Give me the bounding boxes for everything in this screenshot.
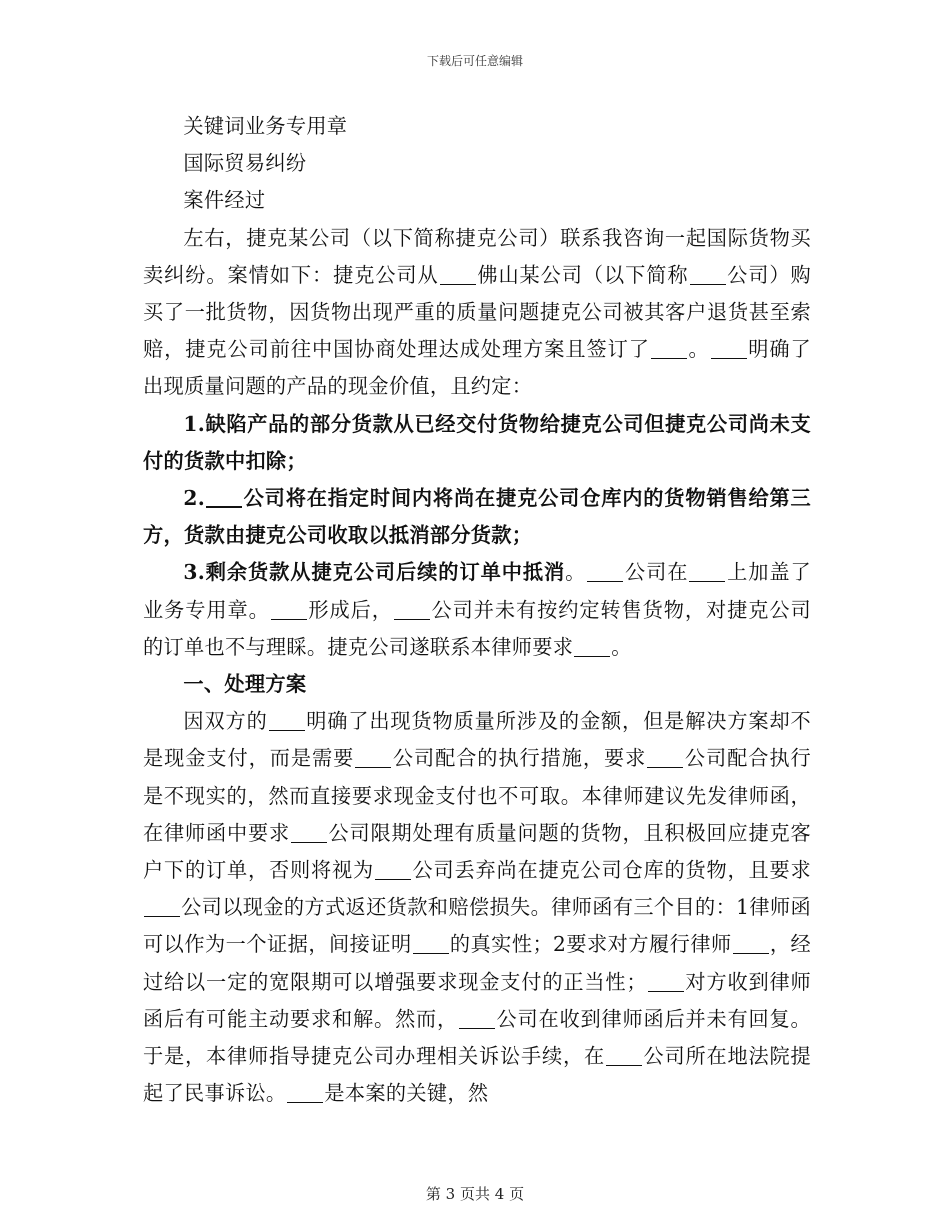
- text-run: 公司）购买了一批货物，因货物出现严重的质量问题捷克公司被其客户退货甚至索赔，捷克公司前往中国协商处理达成处理方案且签订了: [143, 262, 812, 362]
- text-run: 。: [687, 337, 710, 362]
- text-run: 案件经过: [183, 188, 266, 213]
- fill-in-blank: [144, 896, 180, 917]
- fill-in-blank: [287, 1082, 323, 1103]
- text-run: 左右，捷克某公司（以下简称捷克公司）联系我咨询一起国际货物买卖纠纷。案情如下：捷克公司从: [143, 225, 811, 287]
- fill-in-blank: [574, 636, 610, 657]
- text-run: 。: [611, 634, 632, 659]
- fill-in-blank: [690, 264, 726, 285]
- text-run: 明确了出现货物质量所涉及的金额，但是解决方案却不是现金支付，而是需要: [143, 709, 812, 771]
- paragraph: [143, 182, 811, 219]
- text-run: 公司在收到律师函后并未有回复。于是，本律师指导捷克公司办理相关诉讼手续，在: [143, 1006, 811, 1069]
- document-body: [143, 108, 811, 1112]
- text-run: 是本案的关键，然: [324, 1081, 489, 1106]
- paragraph: [143, 480, 811, 554]
- fill-in-blank: [269, 710, 305, 731]
- text-run: 公司将在指定时间内将尚在捷克公司仓库内的货物销售给第三方，货款由捷克公司收取以抵消部分货款；: [143, 486, 811, 548]
- text-run: 一、处理方案: [183, 672, 307, 697]
- text-run: ，经过给以一定的宽限期可以增强要求现金支付的正当性；: [143, 932, 812, 994]
- text-run: 公司配合执行是不现实的，然而直接要求现金支付也不可取。本律师建议先发律师函，在律师函中要求: [143, 746, 811, 845]
- fill-in-blank: [413, 933, 449, 954]
- fill-in-blank: [394, 598, 430, 619]
- fill-in-blank: [375, 859, 411, 880]
- paragraph: [143, 108, 811, 145]
- page-header: 下载后可任意编辑: [426, 54, 523, 68]
- text-run: 对方收到律师函后有可能主动要求和解。然而，: [143, 969, 811, 1031]
- paragraph: [143, 666, 811, 703]
- text-run: 上加盖了业务专用章。: [143, 560, 811, 622]
- text-run: 3.剩余货款从捷克公司后续的订单中抵消: [183, 560, 566, 585]
- fill-in-blank: [355, 747, 391, 768]
- text-run: 国际贸易纠纷: [183, 151, 307, 176]
- text-run: 明确了出现质量问题的产品的现金价值，且约定：: [143, 337, 811, 399]
- paragraph: [143, 406, 811, 480]
- fill-in-blank: [689, 561, 725, 582]
- paragraph: [143, 220, 811, 406]
- fill-in-blank: [440, 264, 476, 285]
- fill-in-blank: [291, 822, 327, 843]
- fill-in-blank: [733, 933, 769, 954]
- text-run: 公司以现金的方式返还货款和赔偿损失。律师函有三个目的：1律师函可以作为一个证据，间接证明: [143, 895, 811, 957]
- text-run: 。: [565, 560, 587, 585]
- text-run: 因双方的: [183, 709, 268, 734]
- fill-in-blank: [651, 338, 687, 359]
- fill-in-blank: [606, 1045, 642, 1066]
- text-run: 2.: [183, 486, 206, 511]
- text-run: 的真实性；2要求对方履行律师: [449, 932, 732, 957]
- paragraph: [143, 554, 811, 666]
- text-run: 公司在: [624, 560, 689, 585]
- fill-in-blank: [647, 747, 683, 768]
- text-run: 佛山某公司（以下简称: [476, 262, 689, 287]
- fill-in-blank: [711, 338, 747, 359]
- fill-in-blank: [271, 598, 307, 619]
- text-run: 公司配合的执行措施，要求: [392, 746, 647, 771]
- text-run: 形成后，: [307, 597, 393, 622]
- text-run: 公司所在地法院提起了民事诉讼。: [143, 1044, 811, 1106]
- text-run: 关键词业务专用章: [183, 114, 348, 138]
- text-run: 1.缺陷产品的部分货款从已经交付货物给捷克公司但捷克公司尚未支付的货款中扣除；: [143, 411, 811, 473]
- paragraph: [143, 703, 811, 1112]
- text-run: 公司并未有按约定转售货物，对捷克公司的订单也不与理睬。捷克公司遂联系本律师要求: [143, 597, 811, 659]
- fill-in-blank: [206, 486, 242, 508]
- fill-in-blank: [648, 970, 684, 991]
- fill-in-blank: [587, 561, 623, 582]
- fill-in-blank: [459, 1008, 495, 1029]
- text-run: 公司丢弃尚在捷克公司仓库的货物，且要求: [412, 858, 811, 883]
- paragraph: [143, 145, 811, 182]
- page-footer: 第 3 页共 4 页: [425, 1185, 525, 1203]
- text-run: 公司限期处理有质量问题的货物，且积极回应捷克客户下的订单，否则将视为: [143, 820, 811, 883]
